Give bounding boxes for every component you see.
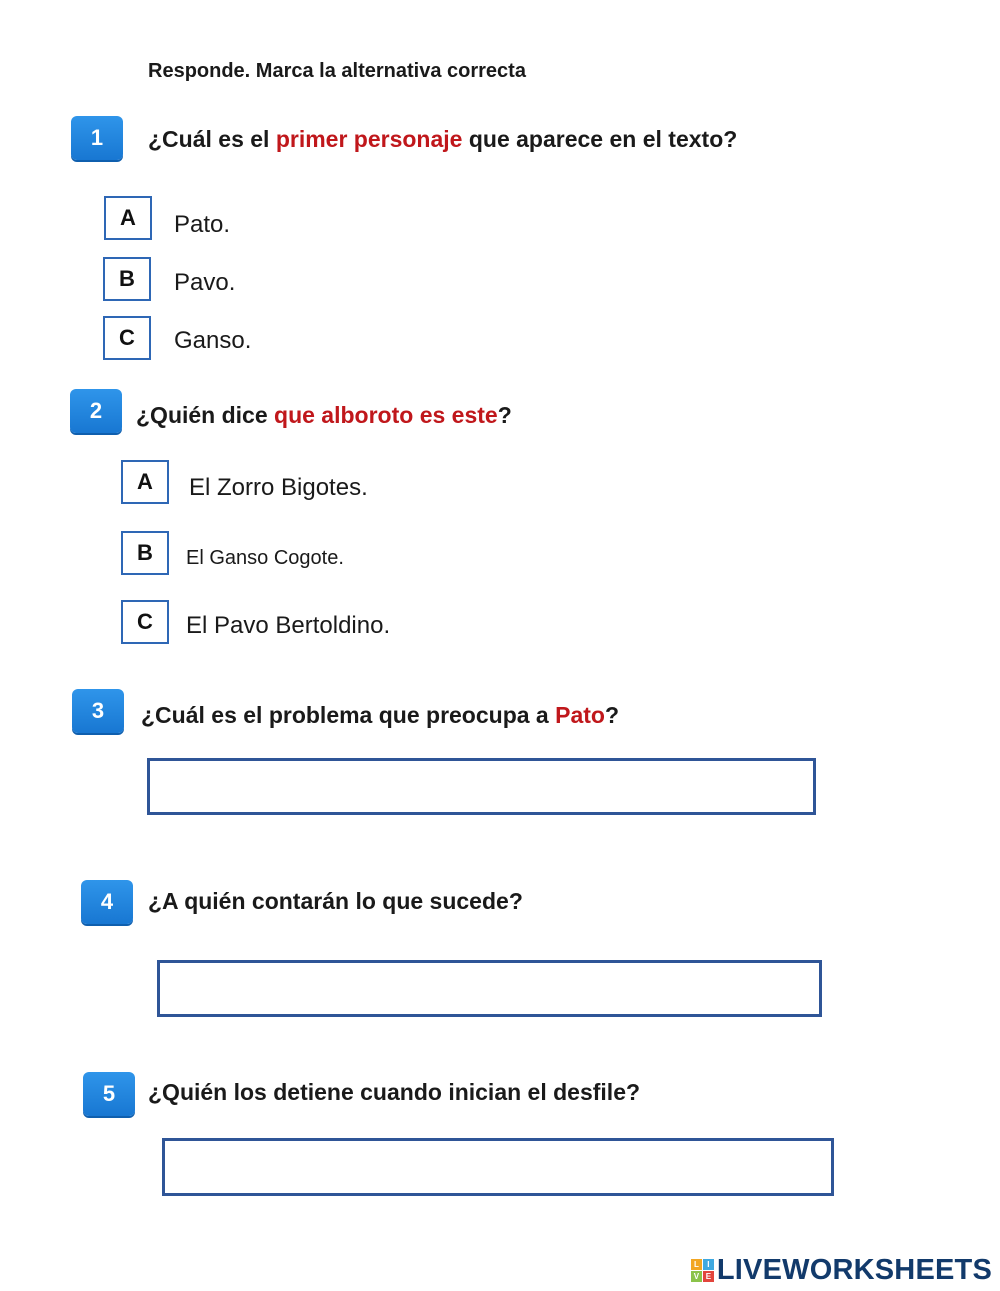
logo-tile: V xyxy=(691,1271,702,1282)
instructions: Responde. Marca la alternativa correcta xyxy=(148,60,526,82)
logo-tile: L xyxy=(691,1259,702,1270)
question-text-part: ? xyxy=(604,702,620,728)
option-c-box[interactable]: C xyxy=(121,600,169,644)
question-3-text xyxy=(141,702,619,729)
question-text-part: ? xyxy=(497,402,512,428)
option-c-text: Ganso. xyxy=(174,327,252,354)
question-highlight: primer personaje xyxy=(275,126,463,152)
answer-input-5[interactable] xyxy=(162,1138,834,1196)
question-text-part: que aparece en el texto? xyxy=(462,126,738,152)
option-a-text: El Zorro Bigotes. xyxy=(189,474,368,501)
liveworksheets-logo xyxy=(691,1254,992,1287)
logo-tile: I xyxy=(703,1259,714,1270)
option-b-box[interactable]: B xyxy=(121,531,169,575)
question-text-part: ¿Cuál es el problema que preocupa a xyxy=(141,702,556,728)
question-text-part: ¿Cuál es el xyxy=(148,126,276,152)
option-b-text: El Ganso Cogote. xyxy=(186,547,344,569)
option-c-box[interactable]: C xyxy=(103,316,151,360)
question-highlight: que alboroto es este xyxy=(274,402,498,428)
option-a-box[interactable]: A xyxy=(104,196,152,240)
question-highlight: Pato xyxy=(555,702,605,728)
question-2-text xyxy=(136,402,512,429)
option-a-text: Pato. xyxy=(174,211,231,238)
question-1-text xyxy=(148,126,737,153)
logo-text: LIVEWORKSHEETS xyxy=(716,1254,992,1286)
question-number-badge: 3 xyxy=(72,689,124,733)
logo-tiles-icon xyxy=(691,1259,714,1282)
logo-tile: E xyxy=(703,1271,714,1282)
question-number-badge: 1 xyxy=(71,116,123,160)
question-5-text: ¿Quién los detiene cuando inician el desfile? xyxy=(148,1079,641,1105)
option-c-text: El Pavo Bertoldino. xyxy=(186,612,391,639)
question-number-badge: 4 xyxy=(81,880,133,924)
option-b-box[interactable]: B xyxy=(103,257,151,301)
question-number-badge: 5 xyxy=(83,1072,135,1116)
question-number-badge: 2 xyxy=(70,389,122,433)
answer-input-3[interactable] xyxy=(147,758,816,815)
answer-input-4[interactable] xyxy=(157,960,822,1017)
question-text-part: ¿Quién dice xyxy=(136,402,275,428)
question-4-text: ¿A quién contarán lo que sucede? xyxy=(148,888,523,914)
option-b-text: Pavo. xyxy=(174,269,236,296)
option-a-box[interactable]: A xyxy=(121,460,169,504)
